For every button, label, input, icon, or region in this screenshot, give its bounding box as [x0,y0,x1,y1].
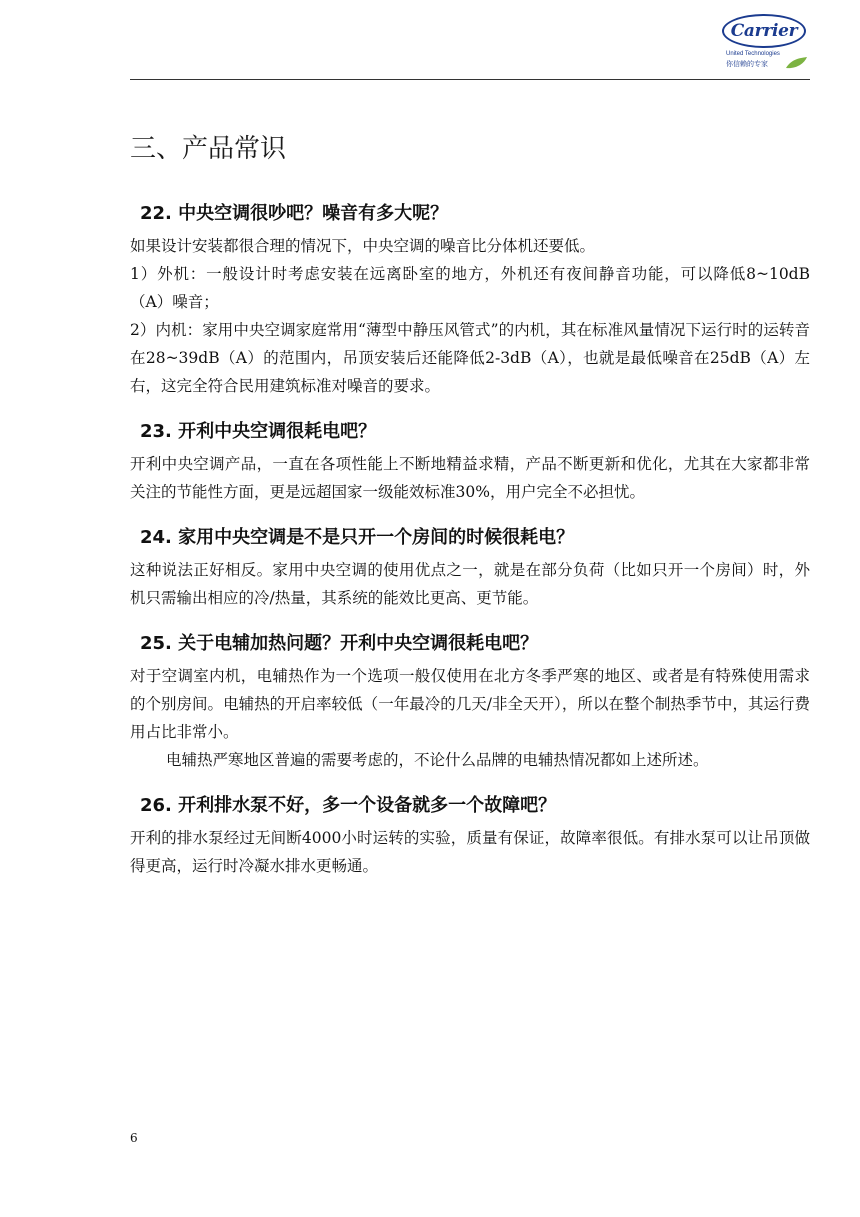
leaf-icon [784,56,808,70]
answer-paragraph: 如果设计安装都很合理的情况下，中央空调的噪音比分体机还要低。 [130,237,596,255]
header-rule [130,79,810,80]
page-number: 6 [130,1131,138,1145]
section-title: 三、产品常识 [130,134,287,164]
answer-paragraph: 电辅热严寒地区普遍的需要考虑的，不论什么品牌的电辅热情况都如上述所述。 [166,751,709,769]
answer-paragraph: 对于空调室内机，电辅热作为一个选项一般仅使用在北方冬季严寒的地区、或者是有特殊使用需求的个别房间。电辅热的开启率较低（一年最冷的几天/非全天开），所以在整个制热季节中，其运行费用占比非常小。 [130,667,810,741]
answer-paragraph: 1）外机：一般设计时考虑安装在远离卧室的地方，外机还有夜间静音功能，可以降低8~10dB（A）噪音； [130,265,810,311]
answer-paragraph: 2）内机：家用中央空调家庭常用“薄型中静压风管式”的内机，其在标准风量情况下运行时的运转音在28~39dB（A）的范围内，吊顶安装后还能降低2-3dB（A），也就是最低噪音在25dB（A）左右，这完全符合民用建筑标准对噪音的要求。 [130,321,810,395]
question-title: 25. 关于电辅加热问题？开利中央空调很耗电吧？ [140,633,539,654]
question-title: 24. 家用中央空调是不是只开一个房间的时候很耗电？ [140,527,575,548]
qa-content [130,196,810,880]
carrier-logo [718,12,812,74]
question-title: 26. 开利排水泵不好，多一个设备就多一个故障吧？ [140,795,557,816]
logo-oval [722,14,806,48]
question-title: 22. 中央空调很吵吧？噪音有多大呢？ [140,203,449,224]
logo-wordmark: Carrier [730,21,798,41]
answer-paragraph: 这种说法正好相反。家用中央空调的使用优点之一，就是在部分负荷（比如只开一个房间）时，外机只需输出相应的冷/热量，其系统的能效比更高、更节能。 [130,561,810,607]
question-title: 23. 开利中央空调很耗电吧？ [140,421,377,442]
logo-subtitle-cn: 你信赖的专家 [726,60,768,68]
logo-subtitle-en: United Technologies [726,51,780,57]
answer-paragraph: 开利的排水泵经过无间断4000小时运转的实验，质量有保证，故障率很低。有排水泵可以让吊顶做得更高，运行时冷凝水排水更畅通。 [130,829,810,875]
answer-paragraph: 开利中央空调产品，一直在各项性能上不断地精益求精，产品不断更新和优化，尤其在大家都非常关注的节能性方面，更是远超国家一级能效标准30%，用户完全不必担忧。 [130,455,810,501]
